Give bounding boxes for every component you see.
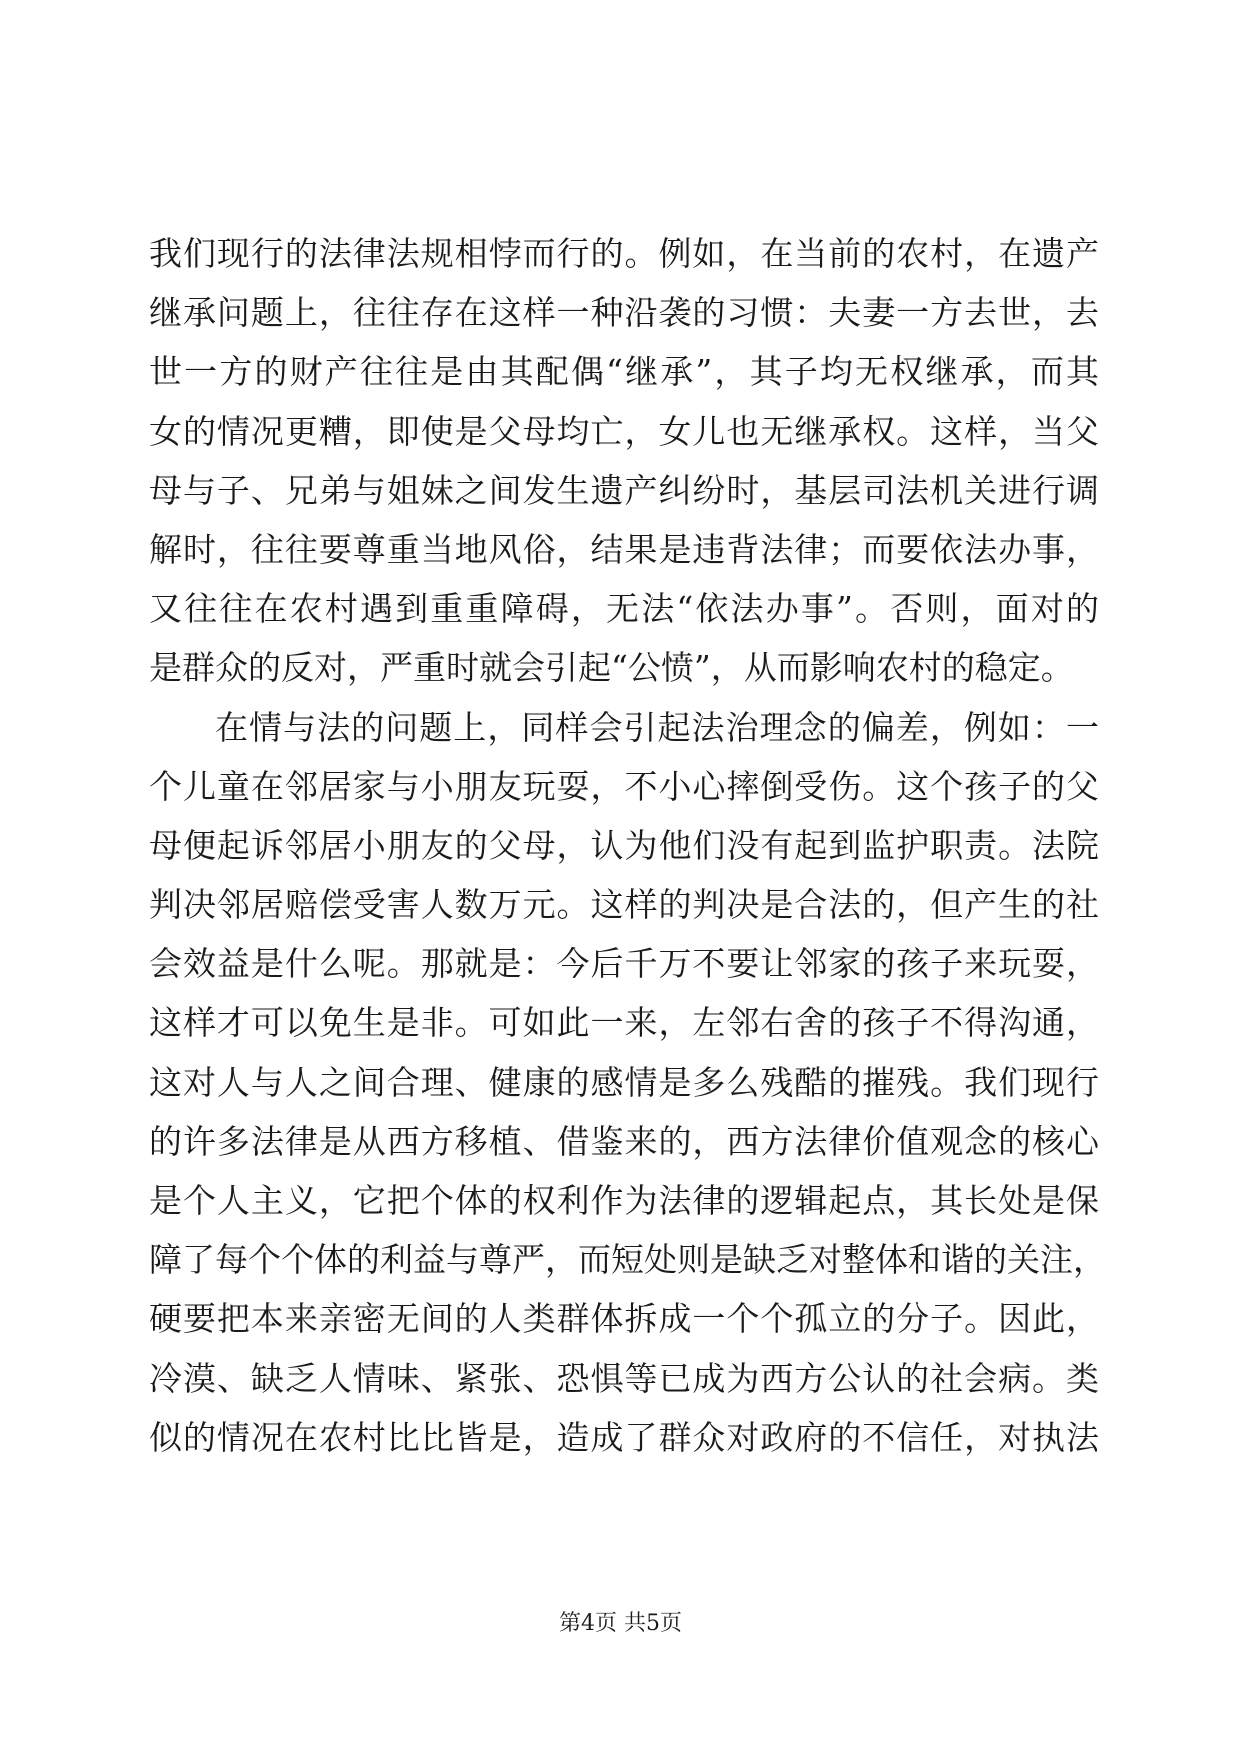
text-line: 冷漠、缺乏人情味、紧张、恐惧等已成为西方公认的社会病。类 bbox=[149, 1358, 1099, 1398]
text-line: 母便起诉邻居小朋友的父母，认为他们没有起到监护职责。法院 bbox=[149, 825, 1099, 865]
text-line: 硬要把本来亲密无间的人类群体拆成一个个孤立的分子。因此， bbox=[149, 1299, 1099, 1339]
page-number-footer: 第4页 共5页 bbox=[559, 1611, 682, 1636]
text-line: 这对人与人之间合理、健康的感情是多么残酷的摧残。我们现行 bbox=[149, 1062, 1099, 1102]
text-line: 会效益是什么呢。那就是：今后千万不要让邻家的孩子来玩耍， bbox=[149, 944, 1099, 984]
text-line: 我们现行的法律法规相悖而行的。例如，在当前的农村，在遗产 bbox=[149, 234, 1099, 273]
text-line: 母与子、兄弟与姐妹之间发生遗产纠纷时，基层司法机关进行调 bbox=[149, 470, 1099, 510]
text-line: 在情与法的问题上，同样会引起法治理念的偏差，例如：一 bbox=[215, 707, 1099, 747]
text-line: 又往往在农村遇到重重障碍，无法“依法办事”。否则，面对的 bbox=[149, 589, 1099, 629]
text-line: 解时，往往要尊重当地风俗，结果是违背法律；而要依法办事， bbox=[149, 529, 1099, 569]
text-line: 这样才可以免生是非。可如此一来，左邻右舍的孩子不得沟通， bbox=[149, 1003, 1099, 1043]
text-line: 似的情况在农村比比皆是，造成了群众对政府的不信任，对执法 bbox=[149, 1417, 1099, 1457]
text-line: 继承问题上，往往存在这样一种沿袭的习惯：夫妻一方去世，去 bbox=[149, 293, 1099, 333]
text-line: 判决邻居赔偿受害人数万元。这样的判决是合法的，但产生的社 bbox=[149, 885, 1099, 925]
text-line: 女的情况更糟，即使是父母均亡，女儿也无继承权。这样，当父 bbox=[149, 411, 1099, 451]
body-text bbox=[149, 224, 1106, 1467]
text-line: 是个人主义，它把个体的权利作为法律的逻辑起点，其长处是保 bbox=[149, 1181, 1099, 1220]
text-line: 的许多法律是从西方移植、借鉴来的，西方法律价值观念的核心 bbox=[149, 1121, 1099, 1161]
text-line: 个儿童在邻居家与小朋友玩耍，不小心摔倒受伤。这个孩子的父 bbox=[149, 766, 1099, 806]
text-line: 障了每个个体的利益与尊严，而短处则是缺乏对整体和谐的关注， bbox=[149, 1240, 1106, 1280]
text-line: 世一方的财产往往是由其配偶“继承”，其子均无权继承，而其 bbox=[149, 352, 1099, 392]
text-line: 是群众的反对，严重时就会引起“公愤”，从而影响农村的稳定。 bbox=[149, 648, 1074, 688]
